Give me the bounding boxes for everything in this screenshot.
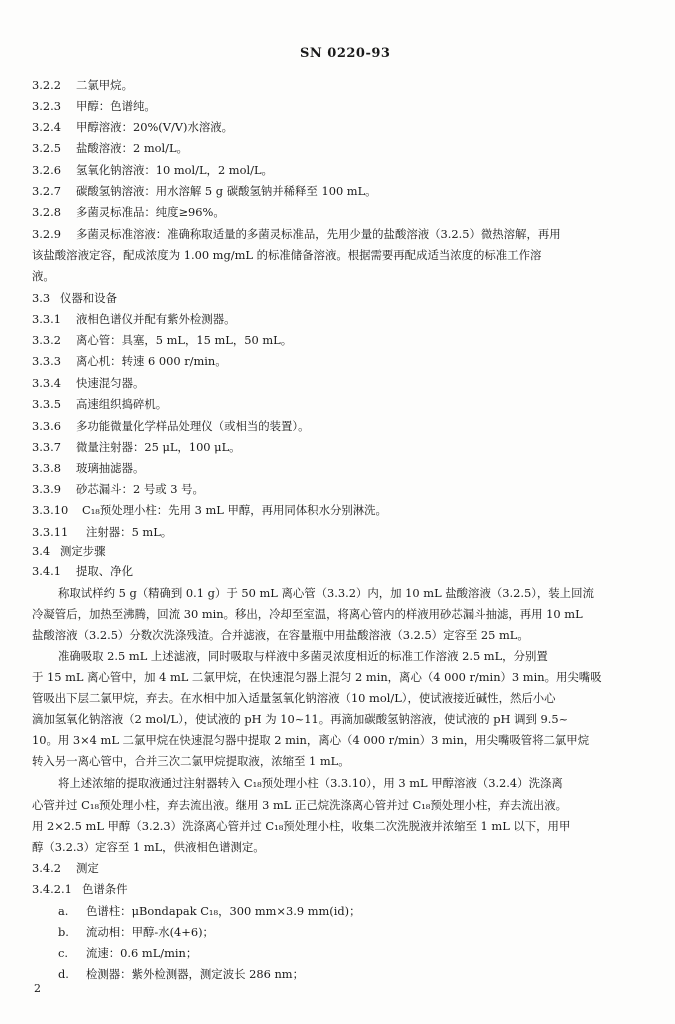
condition-text: 色谱柱：μBondapak C₁₈，300 mm×3.9 mm(id)； xyxy=(86,904,361,918)
condition-text: 检测器：紫外检测器，测定波长 286 nm； xyxy=(86,967,304,981)
item-number: 3.3.6 xyxy=(32,419,61,433)
item-number: 3.3.11 xyxy=(32,525,69,539)
item-text: 砂芯漏斗：2 号或 3 号。 xyxy=(76,482,204,496)
standard-number-header: SN 0220-93 xyxy=(300,46,391,61)
paragraph-line: 盐酸溶液（3.2.5）分数次洗涤残渣。合并滤液，在容量瓶中用盐酸溶液（3.2.5）定容至 25 mL。 xyxy=(32,628,529,642)
item-3-2-4 xyxy=(32,122,233,133)
item-text: 液相色谱仪并配有紫外检测器。 xyxy=(76,312,236,326)
item-3-3-10 xyxy=(32,505,387,516)
page-number: 2 xyxy=(34,982,41,995)
condition-text: 流动相：甲醇-水(4+6)； xyxy=(86,925,214,939)
item-text: 盐酸溶液：2 mol/L。 xyxy=(76,141,188,155)
item-text: 快速混匀器。 xyxy=(76,376,145,390)
item-number: 3.3.7 xyxy=(32,440,61,454)
item-text: 微量注射器：25 μL，100 μL。 xyxy=(76,440,241,454)
section-title: 提取、净化 xyxy=(76,564,133,578)
item-text: 多功能微量化学样品处理仪（或相当的装置）。 xyxy=(76,419,310,433)
item-number: 3.3.9 xyxy=(32,482,61,496)
section-heading-3-3 xyxy=(32,293,117,304)
item-number: 3.3.5 xyxy=(32,397,61,411)
paragraph-line: 醇（3.2.3）定容至 1 mL，供液相色谱测定。 xyxy=(32,840,265,854)
paragraph-line: 称取试样约 5 g（精确到 0.1 g）于 50 mL 离心管（3.3.2）内，加 10 mL 盐酸溶液（3.2.5），装上回流 xyxy=(58,586,594,600)
item-3-3-2 xyxy=(32,335,292,346)
paragraph-line: 心管并过 C₁₈预处理小柱，弃去流出液。继用 3 mL 正己烷洗涤离心管并过 C₁₈预处理小柱，弃去流出液。 xyxy=(32,798,568,812)
condition-letter: d. xyxy=(58,967,69,981)
paragraph-line: 于 15 mL 离心管中，加 4 mL 二氯甲烷，在快速混匀器上混匀 2 min，离心（4 000 r/min）3 min。用尖嘴吸 xyxy=(32,670,602,684)
section-title: 测定 xyxy=(76,861,99,875)
item-text: 玻璃抽滤器。 xyxy=(76,461,145,475)
item-3-2-5 xyxy=(32,143,188,154)
item-3-3-6 xyxy=(32,421,310,432)
section-heading-3-4 xyxy=(32,546,106,557)
item-3-2-6 xyxy=(32,165,273,176)
condition-item-d xyxy=(58,969,304,980)
item-number: 3.3.10 xyxy=(32,503,69,517)
paragraph-line: 转入另一离心管中，合并三次二氯甲烷提取液，浓缩至 1 mL。 xyxy=(32,754,350,768)
paragraph-line: 滴加氢氧化钠溶液（2 mol/L），使试液的 pH 为 10~11。再滴加碳酸氢钠溶液，使试液的 pH 调到 9.5~ xyxy=(32,712,569,726)
section-heading-3-4-2-1 xyxy=(32,884,128,895)
item-text: 碳酸氢钠溶液：用水溶解 5 g 碳酸氢钠并稀释至 100 mL。 xyxy=(76,184,377,198)
item-number: 3.3.4 xyxy=(32,376,61,390)
item-3-2-9-continued: 液。 xyxy=(32,269,55,283)
section-number: 3.4.2.1 xyxy=(32,882,72,896)
item-3-3-4 xyxy=(32,378,144,389)
paragraph-line: 管吸出下层二氯甲烷，弃去。在水相中加入适量氢氧化钠溶液（10 mol/L），使试液接近碱性，然后小心 xyxy=(32,691,556,705)
section-number: 3.4.1 xyxy=(32,564,61,578)
paragraph-line: 冷凝管后，加热至沸腾，回流 30 min。移出，冷却至室温，将离心管内的样液用砂芯漏斗抽滤，再用 10 mL xyxy=(32,607,583,621)
condition-text: 流速：0.6 mL/min； xyxy=(86,946,198,960)
item-number: 3.2.6 xyxy=(32,163,61,177)
item-3-2-3 xyxy=(32,101,156,112)
section-number: 3.3 xyxy=(32,291,51,305)
condition-item-b xyxy=(58,927,214,938)
section-title: 仪器和设备 xyxy=(60,291,117,305)
item-3-2-9 xyxy=(32,229,561,240)
item-text: 甲醇：色谱纯。 xyxy=(76,99,156,113)
condition-item-c xyxy=(58,948,197,959)
section-heading-3-4-1 xyxy=(32,566,133,577)
item-3-2-9-continued: 该盐酸溶液定容，配成浓度为 1.00 mg/mL 的标准储备溶液。根据需要再配成适当浓度的标准工作溶 xyxy=(32,248,542,262)
condition-letter: a. xyxy=(58,904,69,918)
item-3-3-9 xyxy=(32,484,204,495)
item-text: 高速组织捣碎机。 xyxy=(76,397,168,411)
item-number: 3.2.2 xyxy=(32,78,61,92)
item-3-2-2 xyxy=(32,80,133,91)
item-3-3-11 xyxy=(32,527,172,538)
item-number: 3.2.5 xyxy=(32,141,61,155)
item-text: 甲醇溶液：20%(V/V)水溶液。 xyxy=(76,120,234,134)
item-number: 3.2.8 xyxy=(32,205,61,219)
item-3-3-5 xyxy=(32,399,167,410)
item-text: 多菌灵标准品：纯度≥96%。 xyxy=(76,205,225,219)
section-heading-3-4-2 xyxy=(32,863,99,874)
paragraph-line: 将上述浓缩的提取液通过注射器转入 C₁₈预处理小柱（3.3.10），用 3 mL 甲醇溶液（3.2.4）洗涤离 xyxy=(58,776,563,790)
item-number: 3.3.3 xyxy=(32,354,61,368)
item-number: 3.2.9 xyxy=(32,227,61,241)
paragraph-line: 10。用 3×4 mL 二氯甲烷在快速混匀器中提取 2 min，离心（4 000 r/min）3 min，用尖嘴吸管将二氯甲烷 xyxy=(32,733,590,747)
section-number: 3.4 xyxy=(32,544,51,558)
item-number: 3.2.4 xyxy=(32,120,61,134)
item-text: C₁₈预处理小柱：先用 3 mL 甲醇，再用同体积水分别淋洗。 xyxy=(82,503,387,517)
section-title: 色谱条件 xyxy=(82,882,128,896)
condition-letter: c. xyxy=(58,946,69,960)
item-text: 离心管：具塞，5 mL，15 mL，50 mL。 xyxy=(76,333,293,347)
item-3-3-3 xyxy=(32,356,227,367)
condition-item-a xyxy=(58,906,361,917)
item-number: 3.3.2 xyxy=(32,333,61,347)
item-number: 3.2.3 xyxy=(32,99,61,113)
item-3-3-1 xyxy=(32,314,235,325)
item-text: 氢氧化钠溶液：10 mol/L，2 mol/L。 xyxy=(76,163,273,177)
item-3-2-8 xyxy=(32,207,225,218)
item-3-3-8 xyxy=(32,463,144,474)
paragraph-line: 准确吸取 2.5 mL 上述滤液，同时吸取与样液中多菌灵浓度相近的标准工作溶液 2.5 mL，分别置 xyxy=(58,649,548,663)
item-text: 注射器：5 mL。 xyxy=(86,525,173,539)
section-title: 测定步骤 xyxy=(60,544,106,558)
item-number: 3.3.8 xyxy=(32,461,61,475)
item-3-2-7 xyxy=(32,186,377,197)
condition-letter: b. xyxy=(58,925,69,939)
item-number: 3.2.7 xyxy=(32,184,61,198)
paragraph-line: 用 2×2.5 mL 甲醇（3.2.3）洗涤离心管并过 C₁₈预处理小柱，收集二次洗脱液并浓缩至 1 mL 以下，用甲 xyxy=(32,819,571,833)
section-number: 3.4.2 xyxy=(32,861,61,875)
item-text: 二氯甲烷。 xyxy=(76,78,133,92)
item-number: 3.3.1 xyxy=(32,312,61,326)
item-text: 离心机：转速 6 000 r/min。 xyxy=(76,354,227,368)
item-3-3-7 xyxy=(32,442,241,453)
item-text-line: 多菌灵标准溶液：准确称取适量的多菌灵标准品，先用少量的盐酸溶液（3.2.5）微热溶解，再用 xyxy=(76,227,561,241)
